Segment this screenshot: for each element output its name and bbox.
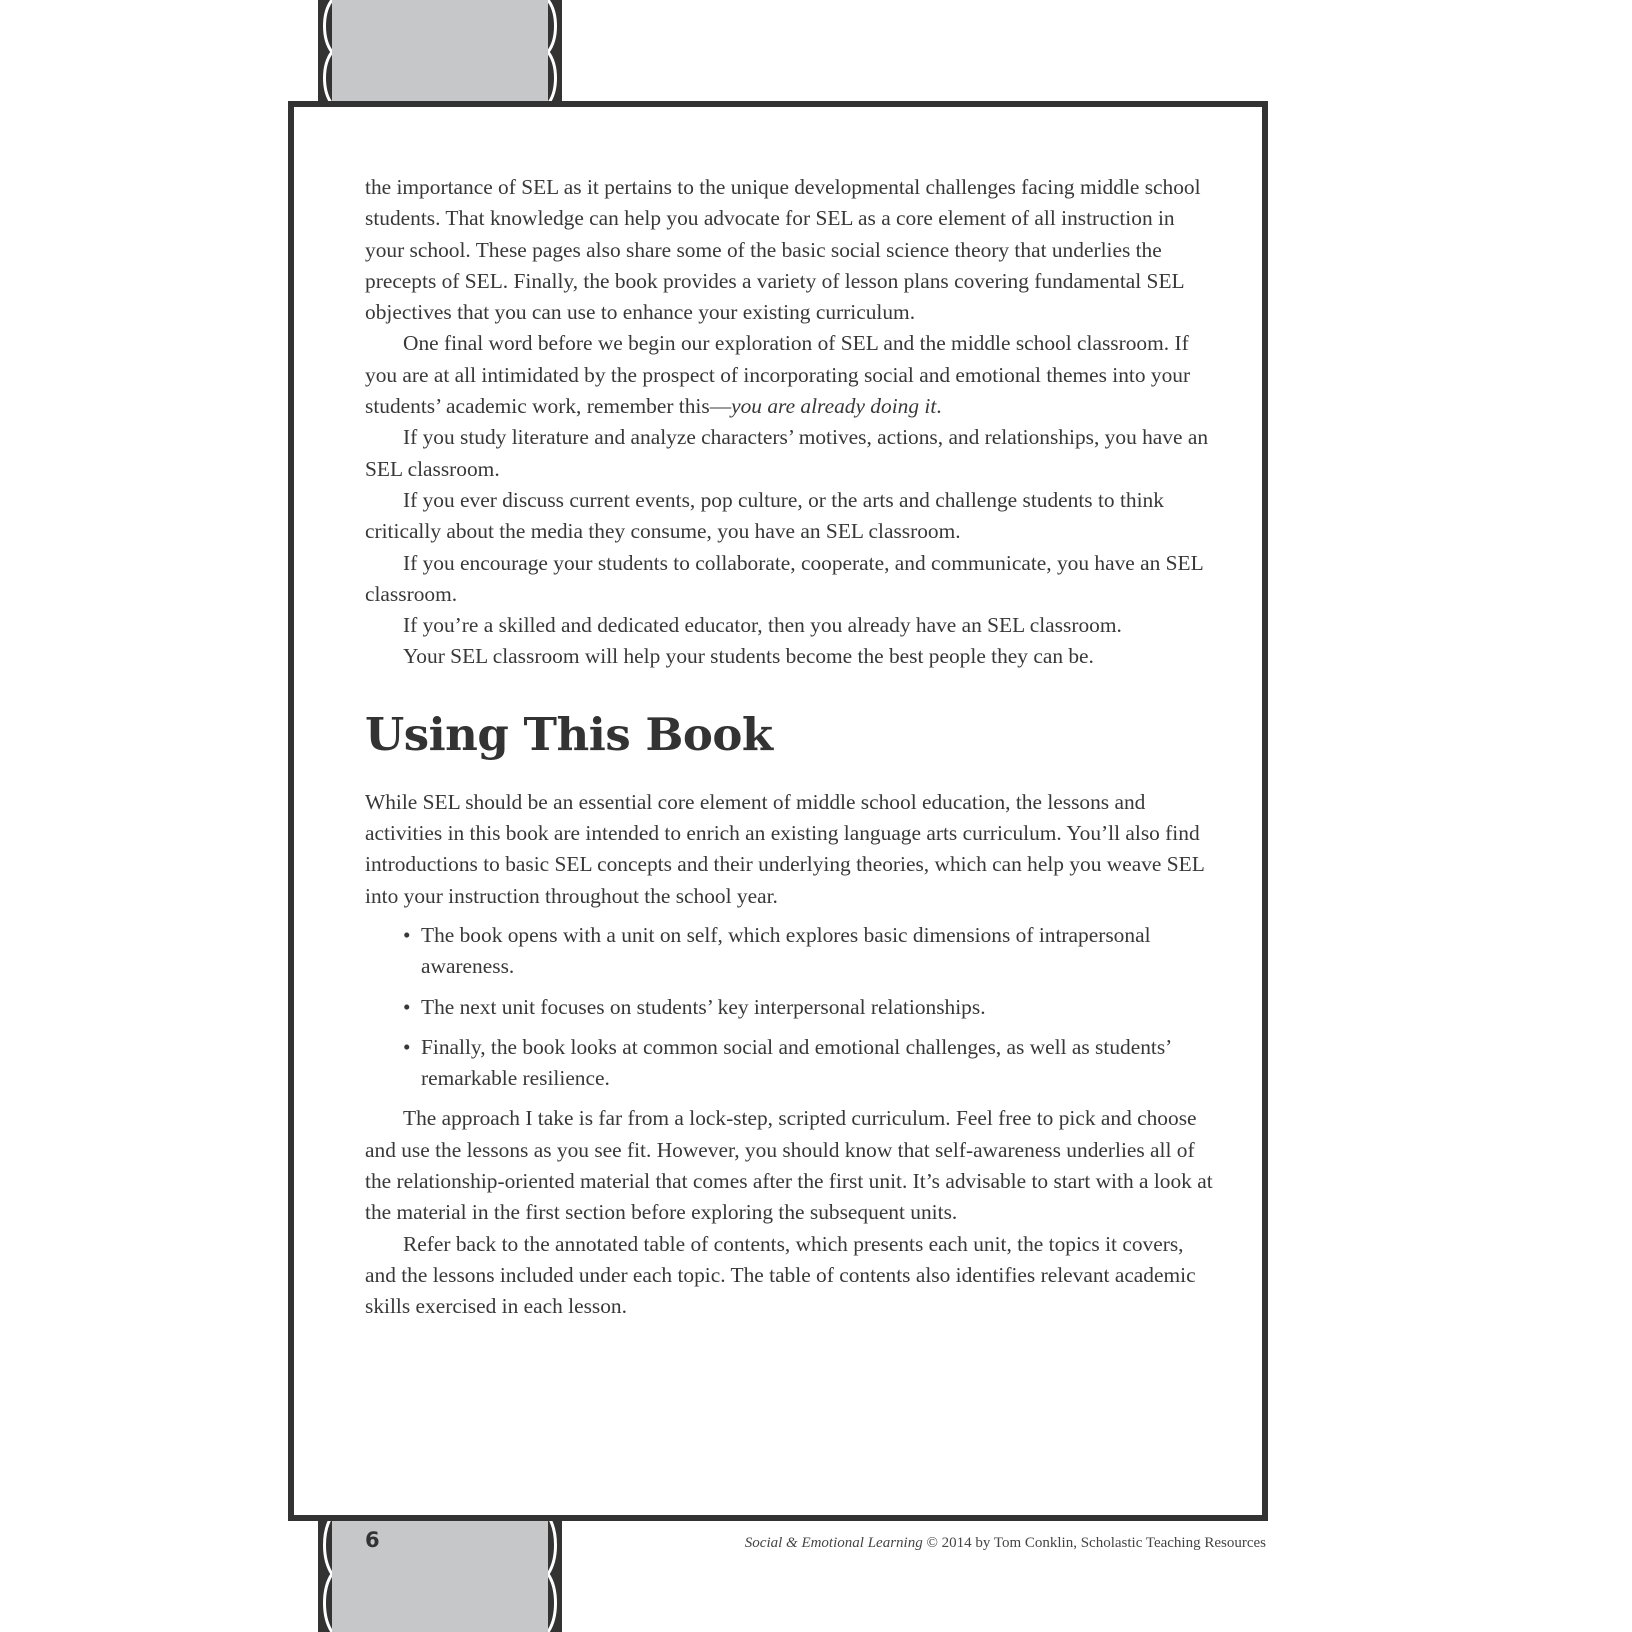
body-paragraph: Refer back to the annotated table of contents, which presents each unit, the topics it covers, and the lessons included under each topic. The table of contents also identifies relevant academic skills exercised in each lesson. (365, 1231, 1196, 1319)
body-paragraph: If you encourage your students to collaborate, cooperate, and communicate, you have an SEL classroom. (365, 550, 1203, 606)
footer-credit (745, 1535, 1266, 1552)
wave-border-icon (548, 0, 562, 104)
ribbon-tab-bottom (318, 1516, 562, 1632)
list-item (403, 1032, 1215, 1095)
wave-border-icon (548, 1516, 562, 1632)
body-paragraph: the importance of SEL as it pertains to the unique developmental challenges facing middle school students. That knowledge can help you advocate for SEL as a core element of all instruction in your school. These pages also share some of the basic social science theory that underlies the precepts of SEL. Finally, the book provides a variety of lesson plans covering fundamental SEL objectives that you can use to enhance your existing curriculum. (365, 175, 1201, 325)
wave-border-icon (318, 1516, 332, 1632)
bullet-icon: • (403, 922, 411, 947)
section-intro: While SEL should be an essential core element of middle school education, the lessons and activities in this book are intended to enrich an existing language arts curriculum. You’ll also find introductions to basic SEL concepts and their underlying theories, which can help you weave SEL into your instruction throughout the school year. (365, 789, 1204, 908)
list-item (403, 992, 1215, 1023)
bullet-list (365, 920, 1215, 1094)
list-item-text: The next unit focuses on students’ key interpersonal relationships. (421, 994, 986, 1019)
emphasis-text: you are already doing it (731, 394, 937, 419)
list-item-text: The book opens with a unit on self, which explores basic dimensions of intrapersonal awareness. (421, 922, 1151, 979)
copyright-text: © 2014 by Tom Conklin, Scholastic Teaching Resources (922, 1535, 1266, 1551)
bullet-icon: • (403, 994, 411, 1019)
book-title: Social & Emotional Learning (744, 1535, 923, 1551)
body-paragraph: The approach I take is far from a lock-step, scripted curriculum. Feel free to pick and choose and use the lessons as you see fit. However, you should know that self-awareness underlies all of the relationship-oriented material that comes after the first unit. It’s advisable to start with a look at the material in the first section before exploring the subsequent units. (365, 1106, 1213, 1225)
body-paragraph: If you ever discuss current events, pop culture, or the arts and challenge students to think critically about the media they consume, you have an SEL classroom. (365, 487, 1164, 544)
page-content (365, 172, 1215, 1323)
body-paragraph: Your SEL classroom will help your students become the best people they can be. (403, 644, 1094, 669)
ribbon-tab-top (318, 0, 562, 104)
body-paragraph-final-word (365, 328, 1215, 422)
bullet-icon: • (403, 1034, 411, 1059)
body-paragraph: If you’re a skilled and dedicated educator, then you already have an SEL classroom. (403, 613, 1122, 638)
final-word-text: One final word before we begin our exploration of SEL and the middle school classroom. If you are at all intimidated by the prospect of incorporating social and emotional themes into your students’ academic work, remember this— (365, 331, 1191, 419)
final-word-end: . (936, 394, 942, 419)
list-item (403, 920, 1215, 983)
page-number: 6 (365, 1528, 380, 1552)
wave-border-icon (318, 0, 332, 104)
section-heading: Using This Book (365, 707, 773, 761)
body-paragraph: If you study literature and analyze characters’ motives, actions, and relationships, you have an SEL classroom. (365, 425, 1209, 481)
list-item-text: Finally, the book looks at common social and emotional challenges, as well as students’ remarkable resilience. (421, 1034, 1171, 1091)
